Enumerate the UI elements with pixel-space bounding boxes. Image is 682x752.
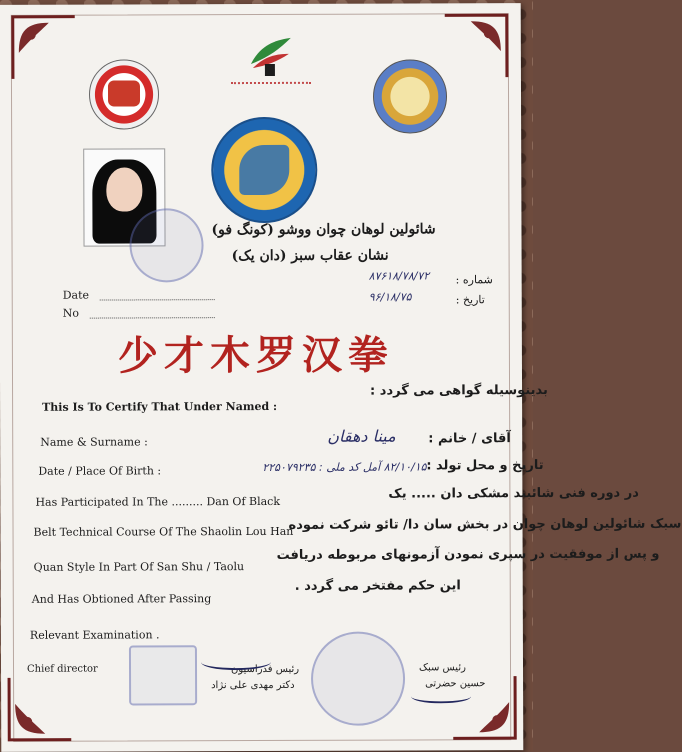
name-value: مینا دهقان (327, 426, 396, 446)
chief-director-label: Chief director (26, 663, 98, 675)
certify-text-fa: بدینوسیله گواهی می گردد : (370, 382, 548, 399)
photo-seal-stamp (129, 208, 203, 282)
date-dotted-line (100, 299, 215, 301)
participated-text-en: Has Participated In The ......... Dan Of Black (35, 494, 281, 509)
wushu-federation-logo (89, 59, 159, 129)
date-label-fa: تاریخ : (455, 293, 485, 307)
date-label: Date (62, 288, 90, 302)
exam-text-en: Relevant Examination . (29, 628, 160, 642)
portrait-face (106, 167, 142, 211)
fist-icon (108, 80, 140, 106)
belt-text-en: Belt Technical Course Of The Shaolin Lou Han (33, 524, 294, 539)
name-label-en: Name & Surname : (40, 435, 148, 449)
birth-label-en: Date / Place Of Birth : (38, 464, 162, 478)
number-label-fa: شماره : (455, 273, 493, 287)
certify-text-en: This Is To Certify That Under Named : (42, 399, 278, 414)
certificate-subtitle: نشان عقاب سبز (دان یک) (231, 247, 389, 265)
iran-emblem-icon (247, 34, 293, 82)
name-label-fa: آقای / خانم : (428, 431, 511, 447)
eagle-logo (211, 117, 317, 223)
date-value: ۹۶/۱۸/۷۵ (368, 290, 412, 304)
number-dotted-line (90, 317, 215, 319)
federation-president-name: دکتر مهدی علی نژاد (211, 679, 295, 692)
emblem-caption (231, 82, 311, 90)
certificate-title: شائولین لوهان چوان ووشو (کونگ فو) (211, 221, 436, 239)
eagle-icon (239, 145, 289, 195)
corner-ornament-top-left (9, 13, 79, 83)
birth-value: ۸۲/۱۰/۱۵ آمل کد ملی : ۲۲۵۰۷۹۲۳۵ (262, 460, 427, 474)
belt-text-fa: سبک شائولین لوهان چوان در بخش سان دا/ تائو شرکت نموده (288, 516, 682, 533)
corner-ornament-bottom-left (5, 674, 75, 744)
number-value: ۸۷۶۱۸/۷۸/۷۲ (368, 269, 430, 283)
style-head-title: رئیس سبک (418, 662, 466, 674)
obtained-text-en: And Has Obtioned After Passing (31, 592, 212, 606)
shaolin-louhan-logo (373, 59, 447, 133)
style-text-en: Quan Style In Part Of San Shu / Taolu (33, 560, 245, 574)
obtained-text-fa: این حکم مفتخر می گردد . (294, 578, 461, 594)
chief-director-stamp (129, 645, 197, 705)
participated-text-fa: در دوره فنی شائبند مشکی دان ..... یک (388, 485, 639, 502)
corner-ornament-top-right (441, 11, 511, 81)
number-label: No (62, 306, 80, 320)
style-head-name: حسین حضرتی (425, 678, 486, 690)
style-text-fa: و پس از موفقیت در سپری نمودن آزمونهای مربوطه دریافت (276, 546, 660, 563)
certificate-paper (0, 3, 682, 752)
chinese-calligraphy-title: 少才木罗汉拳 (117, 331, 395, 380)
federation-president-title: رئیس فدراسیون (231, 663, 300, 676)
birth-label-fa: تاریخ و محل تولد : (426, 458, 544, 474)
shaolin-louhan-seal-stamp (311, 631, 405, 725)
